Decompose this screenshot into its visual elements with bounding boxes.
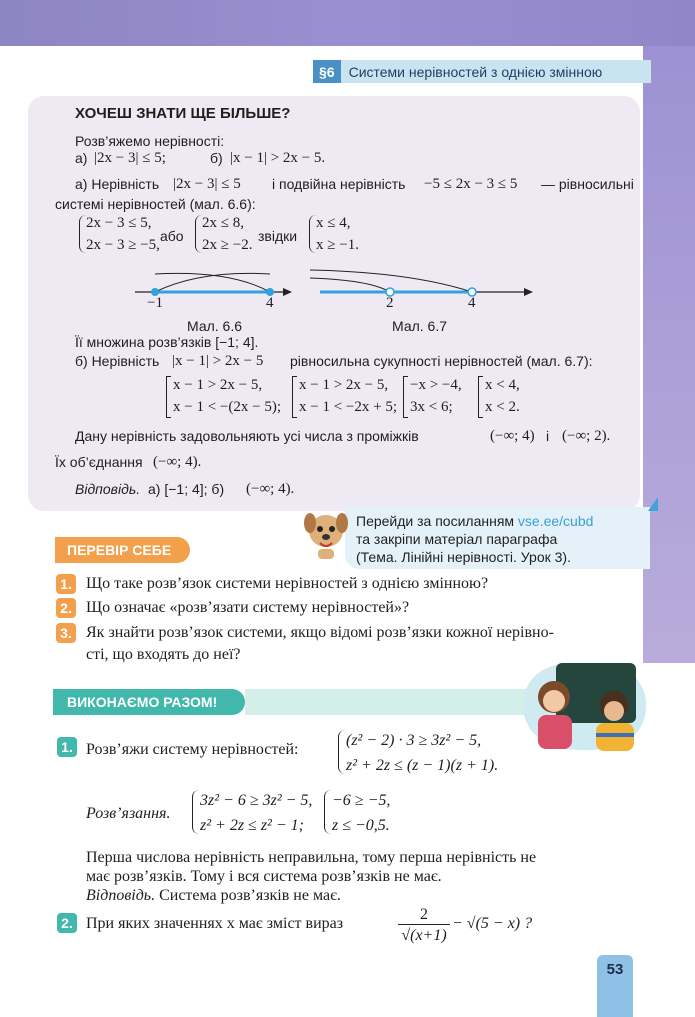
fig1-tick-4: 4: [266, 295, 274, 311]
a-line1-post: — рівносильні: [541, 176, 634, 192]
exercise-number: 1.: [57, 737, 77, 757]
aggregate-bracket: [478, 376, 483, 418]
fig2-tick-2: 2: [386, 295, 394, 311]
c4-row1: x < 4,: [485, 377, 520, 393]
question-number: 3.: [56, 623, 76, 643]
aggregate-bracket: [403, 376, 408, 418]
ex1-row1: (z² − 2) · 3 ≥ 3z² − 5,: [346, 732, 482, 749]
answer-label: Відповідь.: [75, 481, 141, 497]
set-a: Її множина розв’язків [−1; 4].: [75, 334, 259, 350]
question-text-cont: сті, що входять до неї?: [86, 646, 241, 663]
c2-row1: x − 1 > 2x − 5,: [299, 377, 389, 393]
c4-row2: x < 2.: [485, 399, 520, 415]
b-line-post: рівносильна сукупності нерівностей (мал. 6.7):: [290, 353, 593, 369]
sys1-row1: 2x − 3 ≤ 5,: [86, 215, 152, 231]
a-line2: системі нерівностей (мал. 6.6):: [55, 196, 256, 212]
section-number: §6: [313, 60, 341, 83]
solution-paragraph-1: Перша числова нерівність неправильна, тому перша нерівність не: [86, 849, 537, 866]
link-line1: Перейди за посиланням: [356, 513, 515, 529]
task-b-label: б): [210, 150, 223, 166]
fig1-tick-neg1: −1: [147, 295, 163, 311]
sol1-row1: 3z² − 6 ≥ 3z² − 5,: [200, 792, 313, 809]
and-text: і: [546, 428, 550, 444]
section-header: [313, 60, 651, 83]
ex2-tail: − √(5 − x) ?: [452, 915, 533, 932]
task-a-label: а): [75, 150, 88, 166]
corner-triangle: [648, 497, 658, 511]
b-line-pre: б) Нерівність: [75, 353, 160, 369]
link-line3: (Тема. Лінійні нерівності. Урок 3).: [356, 549, 571, 565]
answer-text: а) [−1; 4]; б): [148, 481, 225, 497]
interval-2: (−∞; 2).: [562, 428, 611, 444]
ex2-numerator: 2: [398, 905, 450, 925]
c3-row2: 3x < 6;: [410, 399, 453, 415]
top-band: [0, 0, 695, 46]
ex1-row2: z² + 2z ≤ (z − 1)(z + 1).: [346, 757, 499, 774]
more-title: ХОЧЕШ ЗНАТИ ЩЕ БІЛЬШЕ?: [75, 105, 291, 122]
a-line1-math2: −5 ≤ 2x − 3 ≤ 5: [424, 176, 518, 192]
do-together-heading: ВИКОНАЄМО РАЗОМ!: [53, 689, 245, 715]
sys3-row1: x ≤ 4,: [316, 215, 351, 231]
union-pre: Їх об’єднання: [55, 454, 143, 470]
question-text: Що таке розв’язок системи нерівностей з однією змінною?: [86, 575, 489, 592]
students-illustration: [514, 655, 652, 755]
b-line-math: |x − 1| > 2x − 5: [172, 353, 264, 369]
exercise-1-text: Розв’яжи систему нерівностей:: [86, 741, 299, 758]
system-brace: [324, 790, 331, 834]
answer-text: Система розв’язків не має.: [159, 887, 341, 904]
interval-1: (−∞; 4): [490, 428, 535, 444]
aggregate-bracket: [292, 376, 297, 418]
sys3-row2: x ≥ −1.: [316, 237, 359, 253]
fig1-caption: Мал. 6.6: [187, 318, 243, 334]
page-number: 53: [597, 955, 633, 1017]
check-yourself-heading: ПЕРЕВІР СЕБЕ: [55, 537, 190, 563]
question-text: Що означає «розв’язати систему нерівностей»?: [86, 599, 410, 616]
section-title: Системи нерівностей з однією змінною: [348, 63, 603, 80]
link-url[interactable]: vse.ee/cubd: [517, 513, 594, 529]
side-band: [642, 46, 695, 663]
question-number: 2.: [56, 598, 76, 618]
system-brace: [309, 215, 316, 253]
system-brace: [338, 730, 345, 774]
satisfy-pre: Дану нерівність задовольняють усі числа з проміжків: [75, 428, 419, 444]
fig2-caption: Мал. 6.7: [392, 318, 448, 334]
sys1-row2: 2x − 3 ≥ −5,: [86, 237, 160, 253]
fig2-tick-4: 4: [468, 295, 476, 311]
c2-row2: x − 1 < −2x + 5;: [299, 399, 398, 415]
solution-paragraph-2: має розв’язків. Тому і вся система розв’язків не має.: [86, 868, 442, 885]
sol1-row2: z² + 2z ≤ z² − 1;: [200, 817, 304, 834]
a-line1-mid: і подвійна нерівність: [272, 176, 406, 192]
sol2-row2: z ≤ −0,5.: [332, 817, 390, 834]
or-text: або: [160, 228, 184, 244]
sys2-row2: 2x ≥ −2.: [202, 237, 253, 253]
task-a: |2x − 3| ≤ 5;: [94, 150, 166, 166]
question-number: 1.: [56, 574, 76, 594]
union-value: (−∞; 4).: [153, 454, 202, 470]
sol2-row1: −6 ≥ −5,: [332, 792, 391, 809]
sys2-row1: 2x ≤ 8,: [202, 215, 244, 231]
more-intro: Розв’яжемо нерівності:: [75, 133, 225, 149]
ex2-denominator: √(x+1): [401, 927, 447, 944]
system-brace: [192, 790, 199, 834]
c3-row1: −x > −4,: [410, 377, 462, 393]
exercise-number: 2.: [57, 913, 77, 933]
exercise-2-text: При яких значеннях x має зміст вираз: [86, 915, 344, 932]
c1-row1: x − 1 > 2x − 5,: [173, 377, 263, 393]
a-line1-math1: |2x − 3| ≤ 5: [173, 176, 241, 192]
task-b: |x − 1| > 2x − 5.: [230, 150, 326, 166]
dog-mascot-icon: [300, 505, 352, 563]
link-line2: та закріпи матеріал параграфа: [356, 531, 558, 547]
system-brace: [79, 215, 86, 253]
number-line-6-6: [135, 273, 292, 296]
whence-text: звідки: [258, 228, 298, 244]
solution-label: Розв’язання.: [86, 805, 171, 822]
answer-label: Відповідь.: [86, 887, 156, 904]
system-brace: [195, 215, 202, 253]
question-text: Як знайти розв’язок системи, якщо відомі розв’язки кожної нерівно-: [86, 624, 554, 641]
answer-b: (−∞; 4).: [246, 481, 295, 497]
c1-row2: x − 1 < −(2x − 5);: [173, 399, 281, 415]
number-line-6-7: [310, 270, 533, 296]
aggregate-bracket: [166, 376, 171, 418]
a-line1-pre: а) Нерівність: [75, 176, 160, 192]
